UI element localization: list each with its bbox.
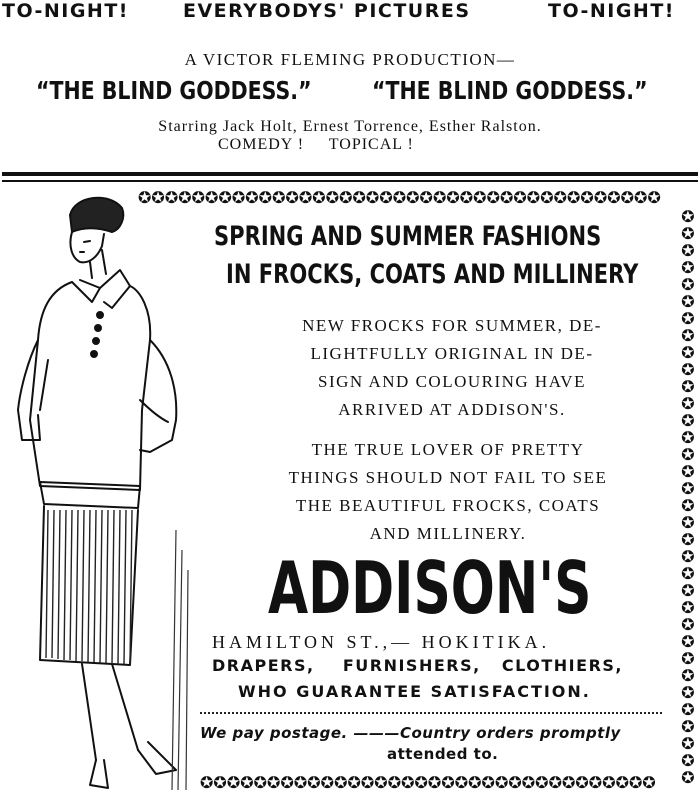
postage-line-2: attended to. xyxy=(387,745,499,763)
dotted-separator xyxy=(200,712,662,714)
headline-line-1: SPRING AND SUMMER FASHIONS xyxy=(214,221,602,252)
skirt-pleats xyxy=(46,510,132,664)
film-title-left: “THE BLIND GODDESS.” xyxy=(36,76,312,105)
tonight-right: TO-NIGHT! xyxy=(548,0,675,22)
para2-line: THE TRUE LOVER OF PRETTY xyxy=(311,440,585,459)
film-title-right: “THE BLIND GODDESS.” xyxy=(372,76,648,105)
address-line: HAMILTON ST.,— HOKITIKA. xyxy=(212,632,551,652)
paragraph-true-lover xyxy=(248,436,648,548)
divider-rule-thin xyxy=(2,180,698,182)
para1-line: LIGHTFULLY ORIGINAL IN DE- xyxy=(310,344,594,363)
brand-name: ADDISON'S xyxy=(268,546,592,630)
production-line: A VICTOR FLEMING PRODUCTION— xyxy=(184,50,516,69)
para2-line: AND MILLINERY. xyxy=(369,524,527,543)
headline-line-2: IN FROCKS, COATS AND MILLINERY xyxy=(226,259,639,290)
tonight-left: TO-NIGHT! xyxy=(2,0,129,22)
venue-name: EVERYBODYS' PICTURES xyxy=(183,0,471,22)
para1-line: NEW FROCKS FOR SUMMER, DE- xyxy=(302,316,602,335)
starring-line: Starring Jack Holt, Ernest Torrence, Esther Ralston. xyxy=(158,118,542,135)
fashion-figure-illustration xyxy=(0,190,200,797)
para1-line: SIGN AND COLOURING HAVE xyxy=(318,372,586,391)
star-border-right: ✪ ✪ ✪ ✪ ✪ ✪ ✪ ✪ ✪ ✪ ✪ ✪ ✪ ✪ ✪ ✪ ✪ ✪ ✪ ✪ ✪ ✪ ✪ ✪ ✪ ✪ ✪ ✪ ✪ ✪ ✪ ✪ ✪ ✪ xyxy=(681,207,695,787)
extras-line: COMEDY ! TOPICAL ! xyxy=(218,136,414,153)
paragraph-new-frocks xyxy=(262,312,642,424)
star-border-top: ✪✪✪✪✪✪✪✪✪✪✪✪✪✪✪✪✪✪✪✪✪✪✪✪✪✪✪✪✪✪✪✪✪✪✪✪✪✪✪ xyxy=(138,188,661,207)
guarantee-line: WHO GUARANTEE SATISFACTION. xyxy=(238,682,591,701)
postage-line-1: We pay postage. ———Country orders promptly xyxy=(200,724,621,742)
para1-line: ARRIVED AT ADDISON'S. xyxy=(338,400,566,419)
para2-line: THE BEAUTIFUL FROCKS, COATS xyxy=(295,496,601,515)
star-border-bottom: ✪✪✪✪✪✪✪✪✪✪✪✪✪✪✪✪✪✪✪✪✪✪✪✪✪✪✪✪✪✪✪✪✪✪ xyxy=(200,773,656,792)
divider-rule-thick xyxy=(2,172,698,176)
para2-line: THINGS SHOULD NOT FAIL TO SEE xyxy=(288,468,608,487)
trades-line: DRAPERS, FURNISHERS, CLOTHIERS, xyxy=(212,656,623,675)
